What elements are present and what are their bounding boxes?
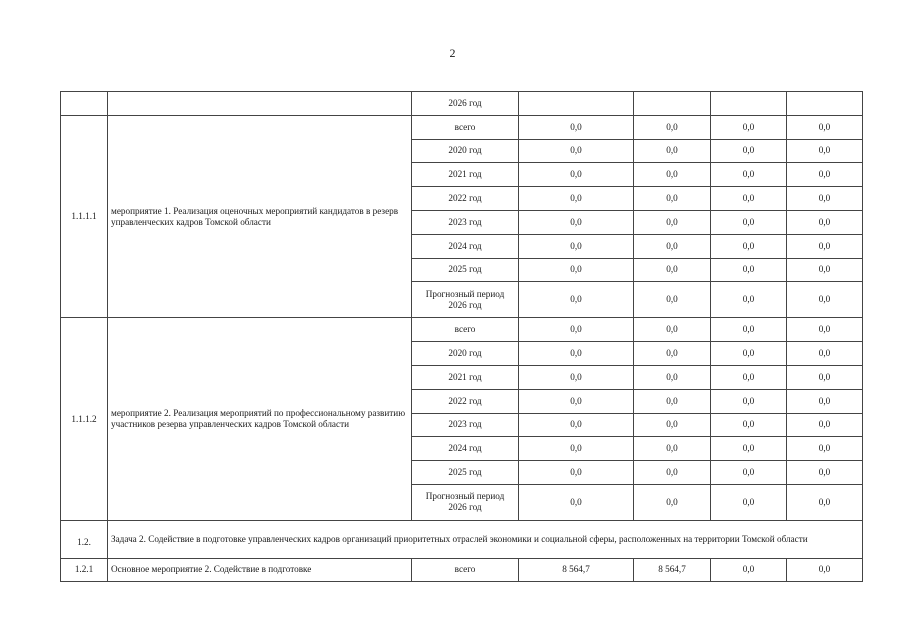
value-cell: 0,0 xyxy=(519,365,634,389)
value-cell: 0,0 xyxy=(787,234,863,258)
value-cell: 0,0 xyxy=(519,389,634,413)
value-cell: 0,0 xyxy=(711,187,787,211)
table-row-task xyxy=(61,520,863,558)
value-cell: 0,0 xyxy=(711,365,787,389)
period-cell: 2026 год xyxy=(412,92,519,116)
value-cell xyxy=(634,92,711,116)
value-cell: 0,0 xyxy=(634,187,711,211)
value-cell: 0,0 xyxy=(711,437,787,461)
period-cell xyxy=(412,282,519,318)
value-cell: 0,0 xyxy=(519,282,634,318)
value-cell: 0,0 xyxy=(634,258,711,282)
period-cell: 2020 год xyxy=(412,139,519,163)
value-cell: 0,0 xyxy=(634,342,711,366)
period-cell: 2021 год xyxy=(412,163,519,187)
value-cell: 0,0 xyxy=(787,163,863,187)
value-cell: 0,0 xyxy=(519,484,634,520)
period-cell: 2020 год xyxy=(412,342,519,366)
task-cell: Задача 2. Содействие в подготовке управленческих кадров организаций приоритетных отраслей экономики и социальной сферы, расположенных на территории Томской области xyxy=(108,520,863,558)
value-cell: 0,0 xyxy=(711,461,787,485)
table-row xyxy=(61,318,863,342)
value-cell: 0,0 xyxy=(519,234,634,258)
code-cell: 1.2.1 xyxy=(61,558,108,581)
value-cell: 0,0 xyxy=(787,484,863,520)
value-cell: 0,0 xyxy=(787,413,863,437)
period-cell: 2023 год xyxy=(412,413,519,437)
value-cell: 0,0 xyxy=(711,282,787,318)
value-cell: 0,0 xyxy=(711,210,787,234)
value-cell: 8 564,7 xyxy=(634,558,711,581)
value-cell: 0,0 xyxy=(634,389,711,413)
value-cell: 0,0 xyxy=(711,389,787,413)
period-cell: 2022 год xyxy=(412,187,519,211)
value-cell: 0,0 xyxy=(634,234,711,258)
value-cell: 0,0 xyxy=(519,258,634,282)
budget-table xyxy=(60,91,863,582)
period-cell: 2022 год xyxy=(412,389,519,413)
value-cell: 0,0 xyxy=(711,342,787,366)
value-cell: 0,0 xyxy=(634,365,711,389)
period-line: Прогнозный период xyxy=(425,288,505,299)
value-cell: 0,0 xyxy=(787,282,863,318)
table-row xyxy=(61,92,863,116)
value-cell: 0,0 xyxy=(634,413,711,437)
value-cell: 0,0 xyxy=(711,484,787,520)
name-cell: Основное мероприятие 2. Содействие в подготовке xyxy=(108,558,412,581)
period-cell: всего xyxy=(412,558,519,581)
name-cell: мероприятие 1. Реализация оценочных мероприятий кандидатов в резерв управленческих кадров Томской области xyxy=(108,115,412,318)
value-cell: 0,0 xyxy=(787,318,863,342)
value-cell: 0,0 xyxy=(519,210,634,234)
value-cell: 0,0 xyxy=(519,163,634,187)
value-cell: 0,0 xyxy=(634,437,711,461)
value-cell: 0,0 xyxy=(787,437,863,461)
value-cell: 0,0 xyxy=(711,318,787,342)
value-cell: 0,0 xyxy=(634,484,711,520)
code-cell xyxy=(61,92,108,116)
value-cell: 0,0 xyxy=(711,234,787,258)
value-cell: 8 564,7 xyxy=(519,558,634,581)
period-line: Прогнозный период xyxy=(425,491,505,502)
code-cell: 1.2. xyxy=(61,520,108,558)
period-line: 2026 год xyxy=(448,502,482,513)
value-cell xyxy=(711,92,787,116)
value-cell: 0,0 xyxy=(711,139,787,163)
value-cell: 0,0 xyxy=(519,437,634,461)
period-cell: 2024 год xyxy=(412,234,519,258)
value-cell: 0,0 xyxy=(634,318,711,342)
table-row xyxy=(61,115,863,139)
name-cell xyxy=(108,92,412,116)
value-cell: 0,0 xyxy=(519,413,634,437)
value-cell: 0,0 xyxy=(787,558,863,581)
value-cell: 0,0 xyxy=(634,115,711,139)
value-cell: 0,0 xyxy=(787,139,863,163)
period-cell: 2025 год xyxy=(412,258,519,282)
value-cell: 0,0 xyxy=(634,139,711,163)
value-cell: 0,0 xyxy=(787,342,863,366)
page-number: 2 xyxy=(449,46,456,60)
name-cell: мероприятие 2. Реализация мероприятий по профессиональному развитию участников резерва управленческих кадров Томской области xyxy=(108,318,412,521)
value-cell: 0,0 xyxy=(787,115,863,139)
period-cell: 2025 год xyxy=(412,461,519,485)
value-cell: 0,0 xyxy=(519,187,634,211)
value-cell: 0,0 xyxy=(519,318,634,342)
period-line: 2026 год xyxy=(448,299,482,310)
value-cell: 0,0 xyxy=(634,163,711,187)
value-cell: 0,0 xyxy=(634,461,711,485)
code-cell: 1.1.1.2 xyxy=(61,318,108,521)
value-cell: 0,0 xyxy=(787,258,863,282)
value-cell: 0,0 xyxy=(711,258,787,282)
value-cell: 0,0 xyxy=(711,413,787,437)
period-cell: всего xyxy=(412,318,519,342)
period-cell xyxy=(412,484,519,520)
value-cell: 0,0 xyxy=(711,558,787,581)
value-cell: 0,0 xyxy=(634,282,711,318)
value-cell: 0,0 xyxy=(634,210,711,234)
value-cell: 0,0 xyxy=(711,163,787,187)
period-cell: 2024 год xyxy=(412,437,519,461)
table-row xyxy=(61,558,863,581)
value-cell: 0,0 xyxy=(519,115,634,139)
value-cell: 0,0 xyxy=(519,342,634,366)
value-cell: 0,0 xyxy=(787,187,863,211)
value-cell: 0,0 xyxy=(787,210,863,234)
value-cell: 0,0 xyxy=(787,365,863,389)
period-cell: 2021 год xyxy=(412,365,519,389)
period-cell: всего xyxy=(412,115,519,139)
value-cell: 0,0 xyxy=(711,115,787,139)
value-cell xyxy=(787,92,863,116)
value-cell: 0,0 xyxy=(787,461,863,485)
value-cell: 0,0 xyxy=(787,389,863,413)
value-cell: 0,0 xyxy=(519,461,634,485)
value-cell xyxy=(519,92,634,116)
period-cell: 2023 год xyxy=(412,210,519,234)
code-cell: 1.1.1.1 xyxy=(61,115,108,318)
value-cell: 0,0 xyxy=(519,139,634,163)
